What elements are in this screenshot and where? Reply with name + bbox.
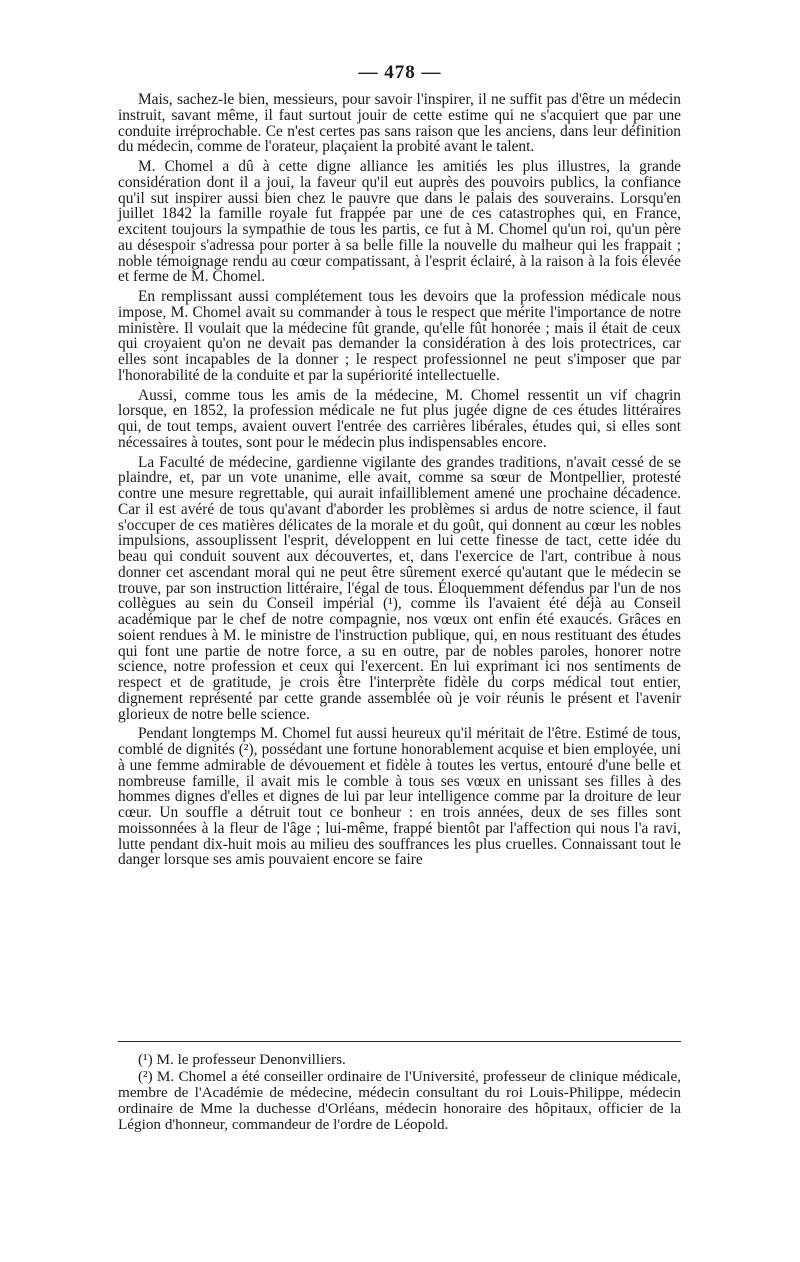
paragraph: Aussi, comme tous les amis de la médecine, M. Chomel ressentit un vif chagrin lorsque, en 1852, la profession médicale ne fut plus jugée digne de ces études littéraires qui, de tout temps, avaient ouvert l'entrée des carrières libérales, études qui, si elles sont nécessaires à toutes, sont pour le médecin plus indispensables encore. — [118, 386, 681, 451]
paragraph: Pendant longtemps M. Chomel fut aussi heureux qu'il méritait de l'être. Estimé de tous, comblé de dignités (²), possédant une fortune honorablement acquise et bien employée, uni à une femme admirable de dévouement et fidèle à toutes les vertus, entouré d'une belle et nombreuse famille, il avait mis le comble à tous ses vœux en unissant ses filles à des hommes dignes d'elles et dignes de lui par leur intelligence comme par la droiture de leur cœur. Un souffle a détruit tout ce bonheur : en trois années, deux de ses filles sont moissonnées à la fleur de l'âge ; lui-même, frappé bientôt par l'affection qui nous l'a ravi, lutte pendant dix-huit mois au milieu des souffrances les plus cruelles. Connaissant tout le danger lorsque ses amis pouvaient encore se faire — [118, 725, 681, 869]
paragraph: M. Chomel a dû à cette digne alliance les amitiés les plus illustres, la grande considération dont il a joui, la faveur qu'il eut auprès des pouvoirs publics, la confiance qu'il sut inspirer aussi bien chez le pauvre que dans le palais des souverains. Lorsqu'en juillet 1842 la famille royale fut frappée par une de ces catastrophes qui, en France, excitent toujours la sympathie de tous les partis, ce fut à M. Chomel qu'un roi, qu'un père au désespoir s'adressa pour porter à sa belle fille la nouvelle du malheur qui les frappait ; noble témoignage rendu au cœur compatissant, à l'esprit éclairé, à la raison à la fois élevée et ferme de M. Chomel. — [118, 158, 681, 286]
body-text — [118, 92, 681, 872]
page-number: — 478 — — [358, 62, 442, 83]
footnote: (²) M. Chomel a été conseiller ordinaire de l'Université, professeur de clinique médicale, membre de l'Académie de médecine, médecin consultant du roi Louis-Philippe, médecin ordinaire de Mme la duchesse d'Orléans, médecin honoraire des hôpitaux, officier de la Légion d'honneur, commandeur de l'ordre de Léopold. — [118, 1068, 681, 1133]
paragraph: La Faculté de médecine, gardienne vigilante des grandes traditions, n'avait cessé de se plaindre, et, par un vote unanime, elle avait, comme sa sœur de Montpellier, protesté contre une mesure regrettable, qui aurait infailliblement amené une prochaine décadence. Car il est avéré de tous qu'avant d'aborder les problèmes si ardus de notre science, il faut s'occuper de ces matières délicates de la morale et du goût, qui donnent au cœur les nobles impulsions, assouplissent l'esprit, développent en lui cette finesse de tact, cette idée du beau qui conduit souvent aux découvertes, et, dans l'exercice de l'art, contribue à nous donner cet ascendant moral qui ne peut être sûrement exercé qu'autant que le médecin se trouve, par son instruction littéraire, l'égal de tous. Éloquemment défendus par l'un de nos collègues au sein du Conseil impérial (¹), comme ils l'avaient été déjà au Conseil académique par le chef de notre compagnie, nos vœux ont enfin été exaucés. Grâces en soient rendues à M. le ministre de l'instruction publique, qui, en nous restituant des études qui font une partie de notre force, a su en outre, par de nobles paroles, honorer notre science, notre profession et ceux qui l'exercent. En lui exprimant ici nos sentiments de respect et de gratitude, je crois être l'interprète fidèle du corps médical tout entier, dignement représenté par cette grande assemblée où je voir réunis le présent et l'avenir glorieux de notre belle science. — [118, 453, 681, 723]
paragraph: En remplissant aussi complétement tous les devoirs que la profession médicale nous impose, M. Chomel avait su commander à tous le respect que mérite l'importance de notre ministère. Il voulait que la médecine fût grande, qu'elle fût honorée ; mais il était de ceux qui croyaient qu'on ne devait pas demander la considération à des lois protectrices, car elles sont incapables de la donner ; le respect professionnel ne peut s'imposer que par l'honorabilité de la conduite et par la supériorité intellectuelle. — [118, 288, 681, 384]
paragraph: Mais, sachez-le bien, messieurs, pour savoir l'inspirer, il ne suffit pas d'être un médecin instruit, savant même, il faut surtout jouir de cette estime qui ne s'acquiert que par une conduite irréprochable. Ce n'est certes pas sans raison que les anciens, dans leur définition du médecin, comme de l'orateur, plaçaient la probité avant le talent. — [118, 91, 681, 156]
footnote-divider — [118, 1041, 681, 1042]
footnote: (¹) M. le professeur Denonvilliers. — [138, 1051, 346, 1068]
footnotes — [118, 1052, 681, 1134]
